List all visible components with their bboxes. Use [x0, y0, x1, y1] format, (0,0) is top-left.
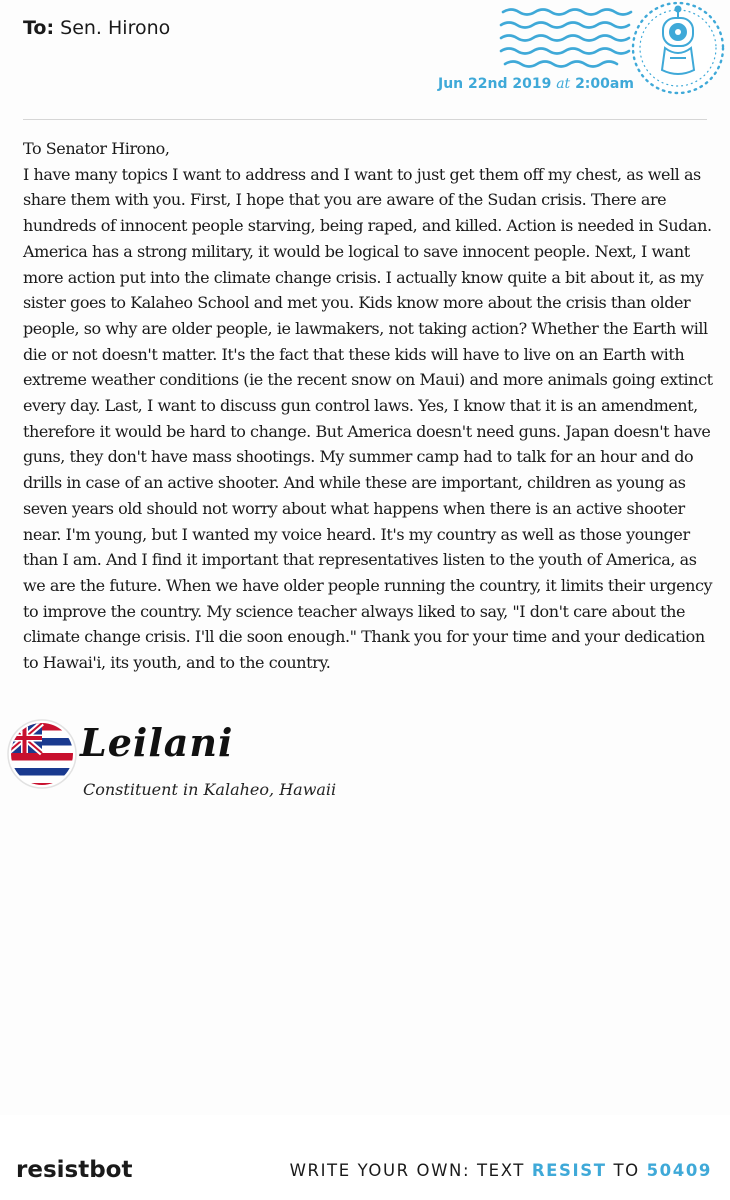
- letter-salutation: To Senator Hirono,: [23, 139, 170, 158]
- cta-number: 50409: [646, 1161, 712, 1180]
- constituent-location: Constituent in Kalaheo, Hawaii: [83, 780, 337, 799]
- cta-keyword: RESIST: [531, 1161, 607, 1180]
- recipient-line: [23, 17, 170, 39]
- postmark-date-text: Jun 22nd 2019: [438, 76, 552, 92]
- resistbot-logo: resistbot: [16, 1157, 133, 1183]
- signature-name: Leilani: [80, 720, 234, 765]
- postmark-at: at: [556, 76, 571, 92]
- letter-text: I have many topics I want to address and I want to just get them off my chest, as well as share them with you. First, I hope that you are aware of the Sudan crisis. There are hundreds of innocent people starving, being raped, and killed. Action is needed in Sudan. America has a strong military, it would be logical to save innocent people. Next, I want more action put into the climate change crisis. I actually know quite a bit about it, as my sister goes to Kalaheo School and met you. Kids know more about the crisis than older people, so why are older people, ie lawmakers, not taking action? Whether the Earth will die or not doesn't matter. It's the fact that these kids will have to live on an Earth with extreme weather conditions (ie the recent snow on Maui) and more animals going extinct every day. Last, I want to discuss gun control laws. Yes, I know that it is an amendment, therefore it would be hard to change. But America doesn't need guns. Japan doesn't have guns, they don't have mass shootings. My summer camp had to talk for an hour and do drills in case of an active shooter. And while these are important, children as young as seven years old should not worry about what happens when there is an active shooter near. I'm young, but I wanted my voice heard. It's my country as well as those younger than I am. And I find it important that representatives listen to the youth of America, as we are the future. When we have older people running the country, it limits their urgency to improve the country. My science teacher always liked to say, "I don't care about the climate change crisis. I'll die soon enough." Thank you for your time and your dedication to Hawai'i, its youth, and to the country.: [23, 164, 713, 673]
- cta-prefix: WRITE YOUR OWN: TEXT: [289, 1161, 525, 1180]
- header-divider: [23, 119, 707, 120]
- postmark-date: [438, 76, 634, 92]
- cta-to: TO: [613, 1161, 640, 1180]
- letter-body: [23, 136, 713, 676]
- postmark-time: 2:00am: [575, 76, 634, 92]
- to-label: To:: [23, 17, 55, 39]
- hawaii-flag-seal-icon: [7, 719, 77, 789]
- recipient-name: Sen. Hirono: [60, 17, 171, 39]
- footer-call-to-action: [290, 1161, 712, 1180]
